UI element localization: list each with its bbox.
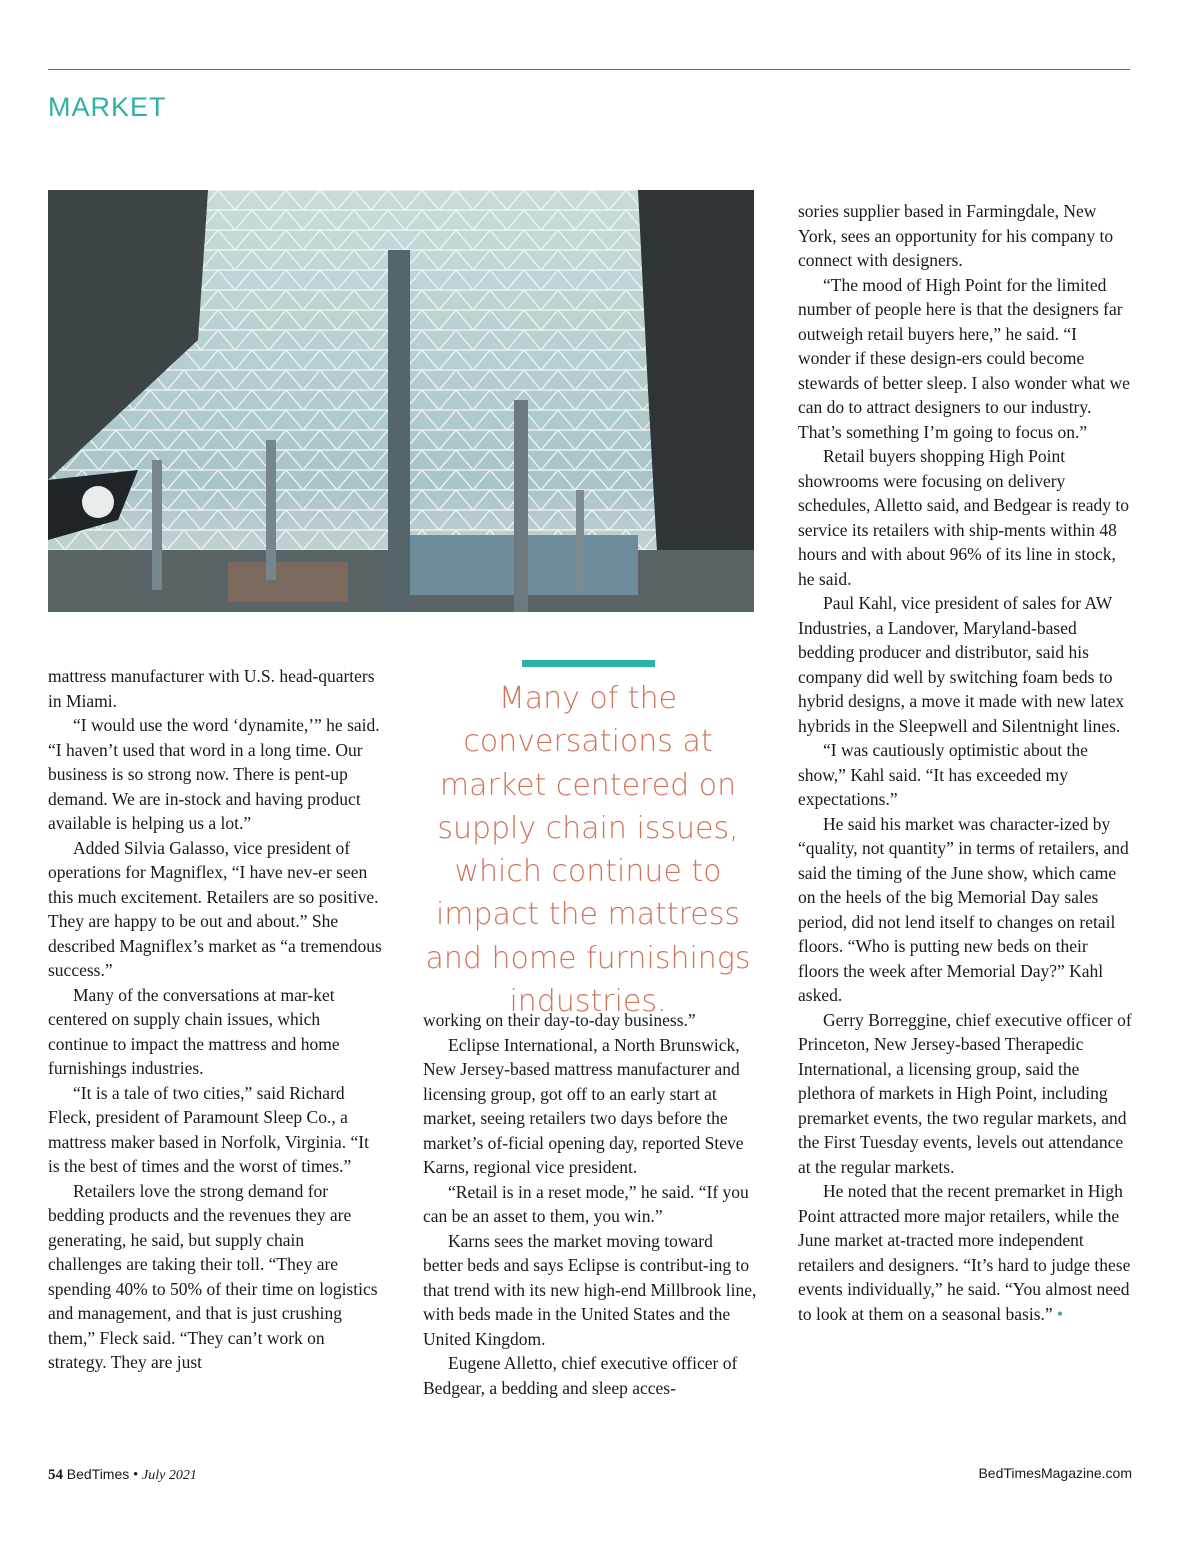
paragraph: Retail buyers shopping High Point showrooms were focusing on delivery schedules, Alletto said, and Bedgear is ready to service its retailers with ship-ments within 48 hours and with about 96% of its line in stock, he said.	[798, 446, 1129, 589]
paragraph-text: He noted that the recent premarket in High Point attracted more major retailers, while the June market at-tracted more independent retailers and designers. “It’s hard to judge these events individually,” he said. “You almost need to look at them on a seasonal basis.”	[798, 1181, 1131, 1324]
website-link[interactable]: BedTimesMagazine.com	[978, 1465, 1132, 1481]
article-column-1	[48, 664, 382, 1375]
pullquote: Many of the conversations at market centered on supply chain issues, which continue to impact the mattress and home furnishings industries.	[425, 681, 751, 1020]
paragraph: mattress manufacturer with U.S. head-quarters in Miami.	[48, 666, 375, 711]
paragraph: Paul Kahl, vice president of sales for AW Industries, a Landover, Maryland-based bedding producer and distributor, said his company did well by switching foam beds to hybrid designs, a move it made with new latex hybrids in the Sleepwell and Silentnight lines.	[798, 593, 1125, 736]
article-photo	[48, 190, 754, 612]
article-column-2	[423, 1008, 757, 1400]
top-rule	[48, 69, 1130, 70]
paragraph: He said his market was character-ized by “quality, not quantity” in terms of retailers, and said the timing of the June show, which came on the heels of the big Memorial Day sales period, did not lend itself to changes on retail floors. “Who is putting new beds on their floors the week after Memorial Day?” Kahl asked.	[798, 813, 1129, 1005]
paragraph: Many of the conversations at mar-ket centered on supply chain issues, which continue to impact the mattress and home furnishings industries.	[48, 984, 340, 1078]
pullquote-rule	[522, 660, 655, 667]
paragraph: Eclipse International, a North Brunswick, New Jersey-based mattress manufacturer and licensing group, got off to an early start at market, seeing retailers two days before the market’s of-ficial opening day, reported Steve Karns, regional vice president.	[423, 1034, 744, 1177]
paragraph: Eugene Alletto, chief executive officer of Bedgear, a bedding and sleep acces-	[423, 1353, 738, 1398]
footer-separator: •	[133, 1467, 139, 1483]
issue-date: July 2021	[142, 1468, 197, 1483]
end-mark-icon: •	[1057, 1303, 1064, 1324]
paragraph: “Retail is in a reset mode,” he said. “If you can be an asset to them, you win.”	[423, 1181, 749, 1226]
paragraph: “It is a tale of two cities,” said Richard Fleck, president of Paramount Sleep Co., a mattress maker based in Norfolk, Virginia. “It is the best of times and the worst of times.”	[48, 1082, 369, 1176]
paragraph: “The mood of High Point for the limited number of people here is that the designers far outweigh retail buyers here,” he said. “I wonder if these design-ers could become stewards of better sleep. I also wonder what we can do to attract designers to our industry. That’s something I’m going to focus on.”	[798, 274, 1130, 442]
article-column-3	[798, 199, 1132, 1326]
page-number: 54	[48, 1467, 63, 1483]
paragraph: Karns sees the market moving toward better beds and says Eclipse is contribut-ing to that trend with its new high-end Millbrook line, with beds made in the United States and the United Kingdom.	[423, 1230, 757, 1349]
paragraph: Retailers love the strong demand for bedding products and the revenues they are generating, he said, but supply chain challenges are taking their toll. “They are spending 40% to 50% of their time on logistics and management, and that is just crushing them,” Fleck said. “They can’t work on strategy. They are just	[48, 1180, 378, 1372]
footer-folio	[48, 1466, 197, 1484]
paragraph: sories supplier based in Farmingdale, New York, sees an opportunity for his company to connect with designers.	[798, 201, 1114, 270]
paragraph: “I would use the word ‘dynamite,’” he said. “I haven’t used that word in a long time. Our business is so strong now. There is pent-up demand. We are in-stock and having product available is helping us a lot.”	[48, 715, 380, 833]
publication-name: BedTimes	[66, 1466, 130, 1482]
paragraph-final	[798, 1179, 1132, 1326]
paragraph: working on their day-to-day business.”	[423, 1010, 696, 1030]
paragraph: Gerry Borreggine, chief executive officer of Princeton, New Jersey-based Therapedic International, a licensing group, said the plethora of markets in High Point, including premarket events, the two regular markets, and the First Tuesday events, levels out attendance at the regular markets.	[798, 1009, 1132, 1177]
paragraph: Added Silvia Galasso, vice president of operations for Magniflex, “I have nev-er seen this much excitement. Retailers are so positive. They are happy to be out and about.” She described Magniflex’s market as “a tremendous success.”	[48, 837, 382, 980]
paragraph: “I was cautiously optimistic about the show,” Kahl said. “It has exceeded my expectations.”	[798, 740, 1088, 809]
section-label: MARKET	[48, 92, 167, 122]
